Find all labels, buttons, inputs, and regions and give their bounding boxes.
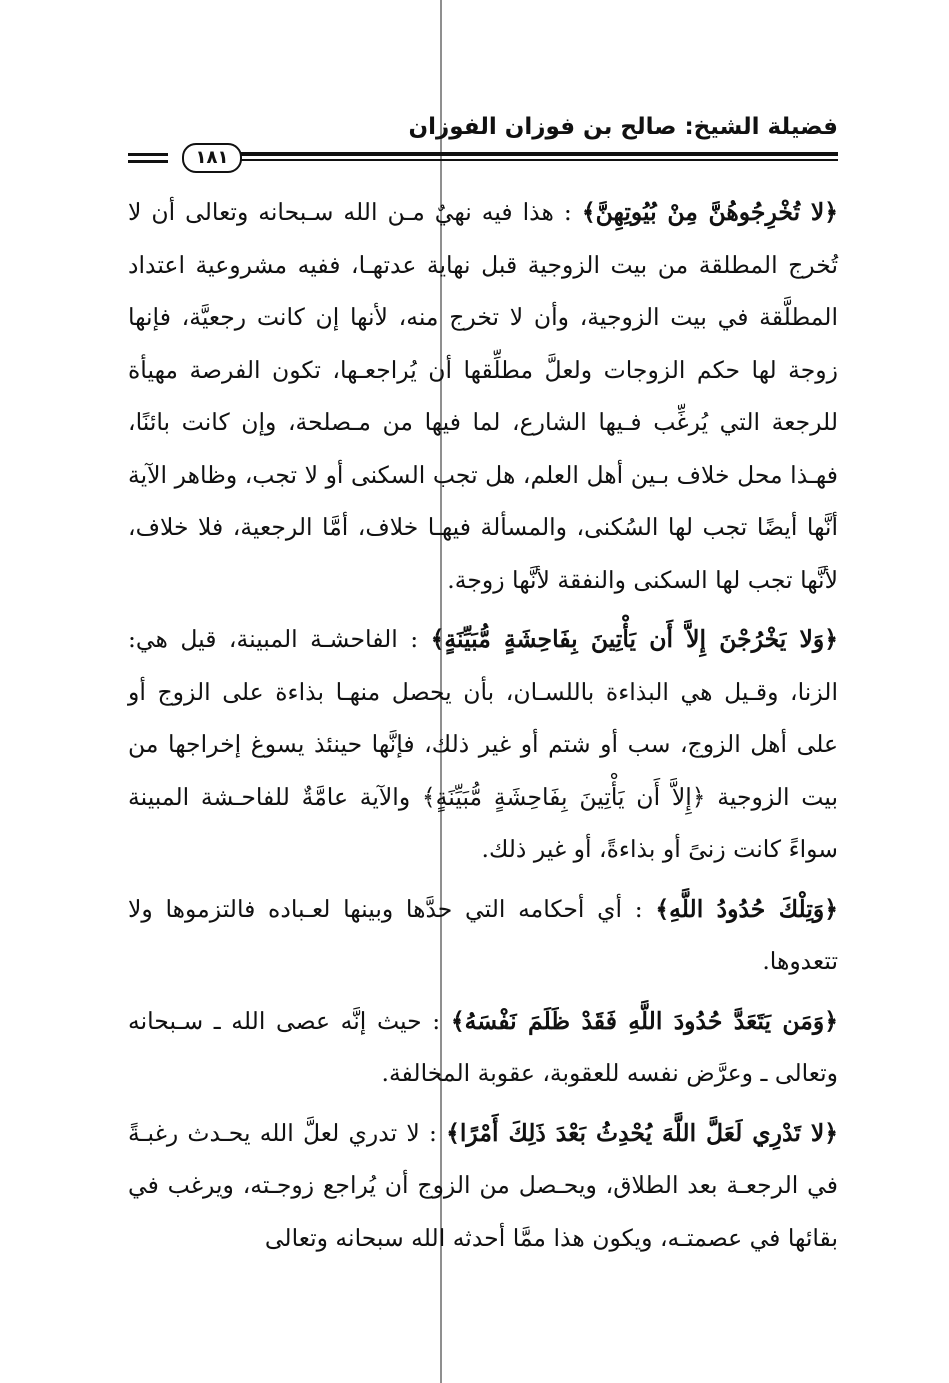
header-rule-thick	[240, 152, 838, 156]
page-number-badge: ١٨١	[182, 143, 242, 173]
page-body	[128, 186, 838, 1271]
header-rule-thin	[240, 159, 838, 161]
page-header	[128, 110, 838, 170]
commentary-text: : لا تدري لعلَّ الله يحـدث رغبـةً في الرجعـة بعد الطلاق، ويحـصل من الزوج أن يُراجع زوجـته، ويرغب في بقائها في عصمتـه، ويكون هذا ممَّا أحدثه الله سبحانه وتعالى	[128, 1118, 838, 1252]
quran-quote: ﴿وَمَن يَتَعَدَّ حُدُودَ اللَّهِ فَقَدْ ظَلَمَ نَفْسَهُ﴾	[450, 1006, 838, 1035]
commentary-text: : هذا فيه نهيٌ مـن الله سـبحانه وتعالى أن لا تُخرج المطلقة من بيت الزوجية قبل نهاية عدتهـا، ففيه مشروعية اعتداد المطلَّقة في بيت الزوجية، وأن لا تخرج منه، لأنها إن كانت رجعيَّة، فإنها زوجة لها حكم الزوجات ولعلَّ مطلِّقها أن يُراجعـها، تكون الفرصة مهيأة للرجعة التي يُرغِّب فـيها الشارع، لما فيها من مـصلحة، وإن كانت بائنًا، فهـذا محل خلاف بـين أهل العلم، هل تجب السكنى أو لا تجب، وظاهر الآية أنَّها أيضًا تجب لها السُكنى، والمسألة فيهـا خلاف، أمَّا الرجعية، فلا خلاف، لأنَّها تجب لها السكنى والنفقة لأنَّها زوجة.	[128, 198, 838, 594]
commentary-text: : أي أحكامه التي حدَّها وبينها لعـباده فالتزموها ولا تتعدوها.	[128, 894, 838, 975]
paragraph-2	[128, 613, 838, 876]
commentary-text: : الفاحشـة المبينة، قيل هي: الزنا، وقـيل هي البذاءة باللسـان، بأن يحصل منهـا بذاءة على الزوج أو على أهل الزوج، سب أو شتم أو غير ذلك، فإنَّها حينئذ يسوغ إخراجها من بيت الزوجية ﴿إِلاَّ أَن يَأْتِينَ بِفَاحِشَةٍ مُّبَيِّنَةٍ﴾ والآية عامَّةٌ للفاحـشة المبينة سواءً كانت زنىً أو بذاءةً، أو غير ذلك.	[128, 625, 838, 863]
quran-quote: ﴿وَتِلْكَ حُدُودُ اللَّهِ﴾	[655, 894, 838, 923]
paragraph-1	[128, 186, 838, 606]
header-rule-stub	[128, 160, 168, 163]
commentary-text: : حيث إنَّه عصى الله ـ سـبحانه وتعالى ـ وعرَّض نفسه للعقوبة، عقوبة المخالفة.	[128, 1006, 838, 1087]
paragraph-5	[128, 1107, 838, 1265]
running-title: فضيلة الشيخ: صالح بن فوزان الفوزان	[408, 114, 838, 140]
quran-quote: ﴿لا تُخْرِجُوهُنَّ مِنْ بُيُوتِهِنَّ﴾	[581, 198, 838, 226]
paragraph-4	[128, 995, 838, 1100]
quran-quote: ﴿وَلا يَخْرُجْنَ إِلاَّ أَن يَأْتِينَ بِفَاحِشَةٍ مُّبَيِّنَةٍ﴾	[430, 625, 838, 653]
header-rule-stub	[128, 153, 168, 156]
paragraph-3	[128, 883, 838, 988]
quran-quote: ﴿لا تَدْرِي لَعَلَّ اللَّهَ يُحْدِثُ بَعْدَ ذَلِكَ أَمْرًا﴾	[446, 1118, 838, 1147]
